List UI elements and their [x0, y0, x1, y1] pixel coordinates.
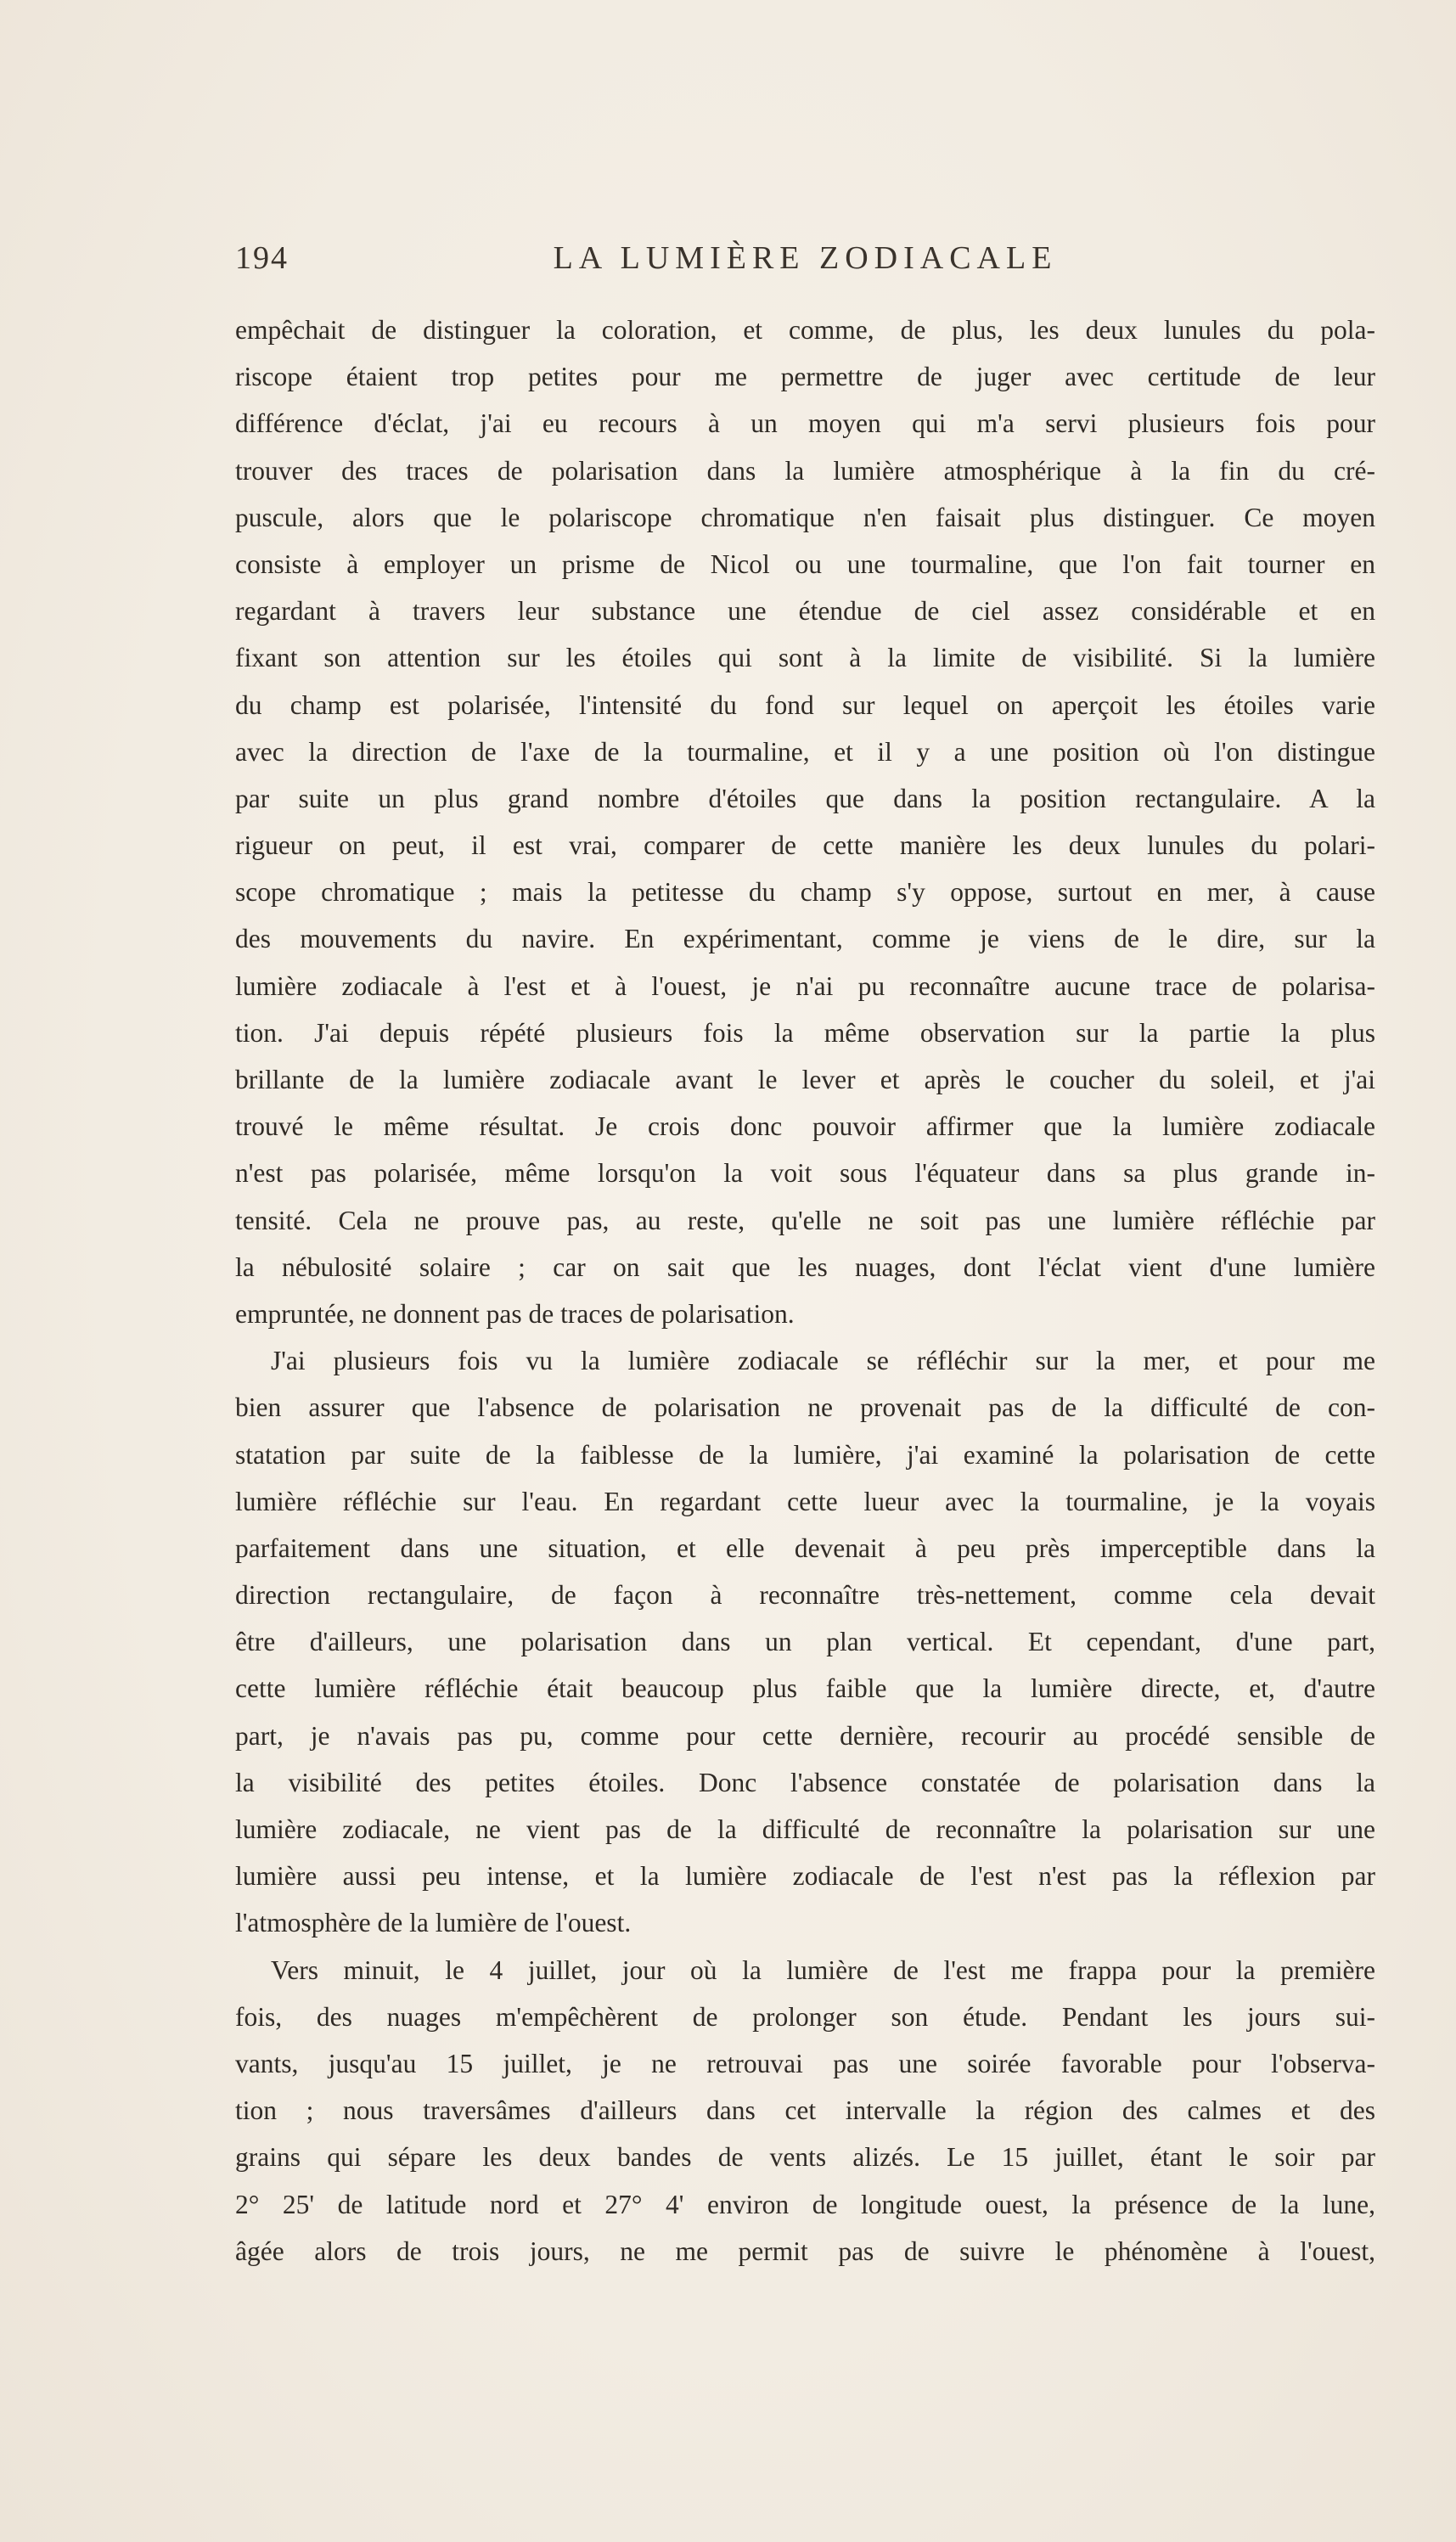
paragraph-end-line: l'atmosphère de la lumière de l'ouest.	[235, 1908, 632, 1938]
text-line: différence d'éclat, j'ai eu recours à un moyen qui m'a servi plusieurs fois pour	[235, 408, 1375, 439]
text-line: grains qui sépare les deux bandes de vents alizés. Le 15 juillet, étant le soir par	[235, 2142, 1375, 2173]
text-line: trouver des traces de polarisation dans la lumière atmosphérique à la fin du cré-	[235, 455, 1375, 486]
text-line: puscule, alors que le polariscope chromatique n'en faisait plus distinguer. Ce moyen	[235, 502, 1375, 532]
text-line: fixant son attention sur les étoiles qui sont à la limite de visibilité. Si la lumière	[235, 643, 1375, 673]
text-line: des mouvements du navire. En expérimentant, comme je viens de le dire, sur la	[235, 924, 1375, 954]
text-line: la nébulosité solaire ; car on sait que les nuages, dont l'éclat vient d'une lumière	[235, 1251, 1375, 1282]
text-line: fois, des nuages m'empêchèrent de prolonger son étude. Pendant les jours sui-	[235, 2001, 1375, 2032]
text-line: regardant à travers leur substance une étendue de ciel assez considérable et en	[235, 596, 1375, 627]
page-header	[235, 239, 1375, 290]
text-line: scope chromatique ; mais la petitesse du champ s'y oppose, surtout en mer, à cause	[235, 877, 1375, 908]
text-line: tion ; nous traversâmes d'ailleurs dans cet intervalle la région des calmes et des	[235, 2095, 1375, 2126]
text-line: tion. J'ai depuis répété plusieurs fois la même observation sur la partie la plus	[235, 1017, 1375, 1048]
text-line: lumière aussi peu intense, et la lumière zodiacale de l'est n'est pas la réflexion par	[235, 1861, 1375, 1892]
text-line: 2° 25' de latitude nord et 27° 4' environ de longitude ouest, la présence de la lune,	[235, 2189, 1375, 2219]
paragraph-start-line: Vers minuit, le 4 juillet, jour où la lumière de l'est me frappa pour la première	[271, 1954, 1375, 1985]
page-number: 194	[235, 240, 289, 276]
text-line: n'est pas polarisée, même lorsqu'on la voit sous l'équateur dans sa plus grande in-	[235, 1158, 1375, 1189]
text-line: riscope étaient trop petites pour me permettre de juger avec certitude de leur	[235, 362, 1375, 392]
text-line: bien assurer que l'absence de polarisation ne provenait pas de la difficulté de con-	[235, 1392, 1375, 1423]
text-line: direction rectangulaire, de façon à reconnaître très-nettement, comme cela devait	[235, 1580, 1375, 1611]
text-line: avec la direction de l'axe de la tourmaline, et il y a une position où l'on distingue	[235, 736, 1375, 767]
text-line: cette lumière réfléchie était beaucoup plus faible que la lumière directe, et, d'autre	[235, 1673, 1375, 1704]
text-line: rigueur on peut, il est vrai, comparer de cette manière les deux lunules du polari-	[235, 830, 1375, 861]
text-line: la visibilité des petites étoiles. Donc l'absence constatée de polarisation dans la	[235, 1767, 1375, 1797]
text-line: être d'ailleurs, une polarisation dans un plan vertical. Et cependant, d'une part,	[235, 1627, 1375, 1657]
text-line: tensité. Cela ne prouve pas, au reste, qu'elle ne soit pas une lumière réfléchie par	[235, 1205, 1375, 1235]
text-line: lumière zodiacale à l'est et à l'ouest, je n'ai pu reconnaître aucune trace de polarisa-	[235, 970, 1375, 1001]
text-line: consiste à employer un prisme de Nicol ou une tourmaline, que l'on fait tourner en	[235, 548, 1375, 579]
text-line: vants, jusqu'au 15 juillet, je ne retrouvai pas une soirée favorable pour l'observa-	[235, 2048, 1375, 2078]
text-line: du champ est polarisée, l'intensité du fond sur lequel on aperçoit les étoiles varie	[235, 689, 1375, 720]
running-title: LA LUMIÈRE ZODIACALE	[553, 240, 1058, 276]
text-line: par suite un plus grand nombre d'étoiles que dans la position rectangulaire. A la	[235, 783, 1375, 813]
text-line: statation par suite de la faiblesse de la lumière, j'ai examiné la polarisation de cette	[235, 1439, 1375, 1470]
paragraph-end-line: empruntée, ne donnent pas de traces de polarisation.	[235, 1298, 795, 1329]
body-text	[235, 307, 1375, 2275]
text-line: lumière zodiacale, ne vient pas de la difficulté de reconnaître la polarisation sur une	[235, 1814, 1375, 1844]
paragraph-start-line: J'ai plusieurs fois vu la lumière zodiacale se réfléchir sur la mer, et pour me	[271, 1346, 1375, 1376]
text-line: empêchait de distinguer la coloration, et comme, de plus, les deux lunules du pola-	[235, 315, 1375, 345]
text-line: parfaitement dans une situation, et elle devenait à peu près imperceptible dans la	[235, 1533, 1375, 1563]
text-line: brillante de la lumière zodiacale avant le lever et après le coucher du soleil, et j'ai	[235, 1065, 1375, 1094]
text-line: âgée alors de trois jours, ne me permit pas de suivre le phénomène à l'ouest,	[235, 2235, 1375, 2266]
text-line: trouvé le même résultat. Je crois donc pouvoir affirmer que la lumière zodiacale	[235, 1111, 1375, 1142]
text-line: part, je n'avais pas pu, comme pour cette dernière, recourir au procédé sensible de	[235, 1720, 1375, 1751]
text-line: lumière réfléchie sur l'eau. En regardant cette lueur avec la tourmaline, je la voyais	[235, 1486, 1375, 1516]
